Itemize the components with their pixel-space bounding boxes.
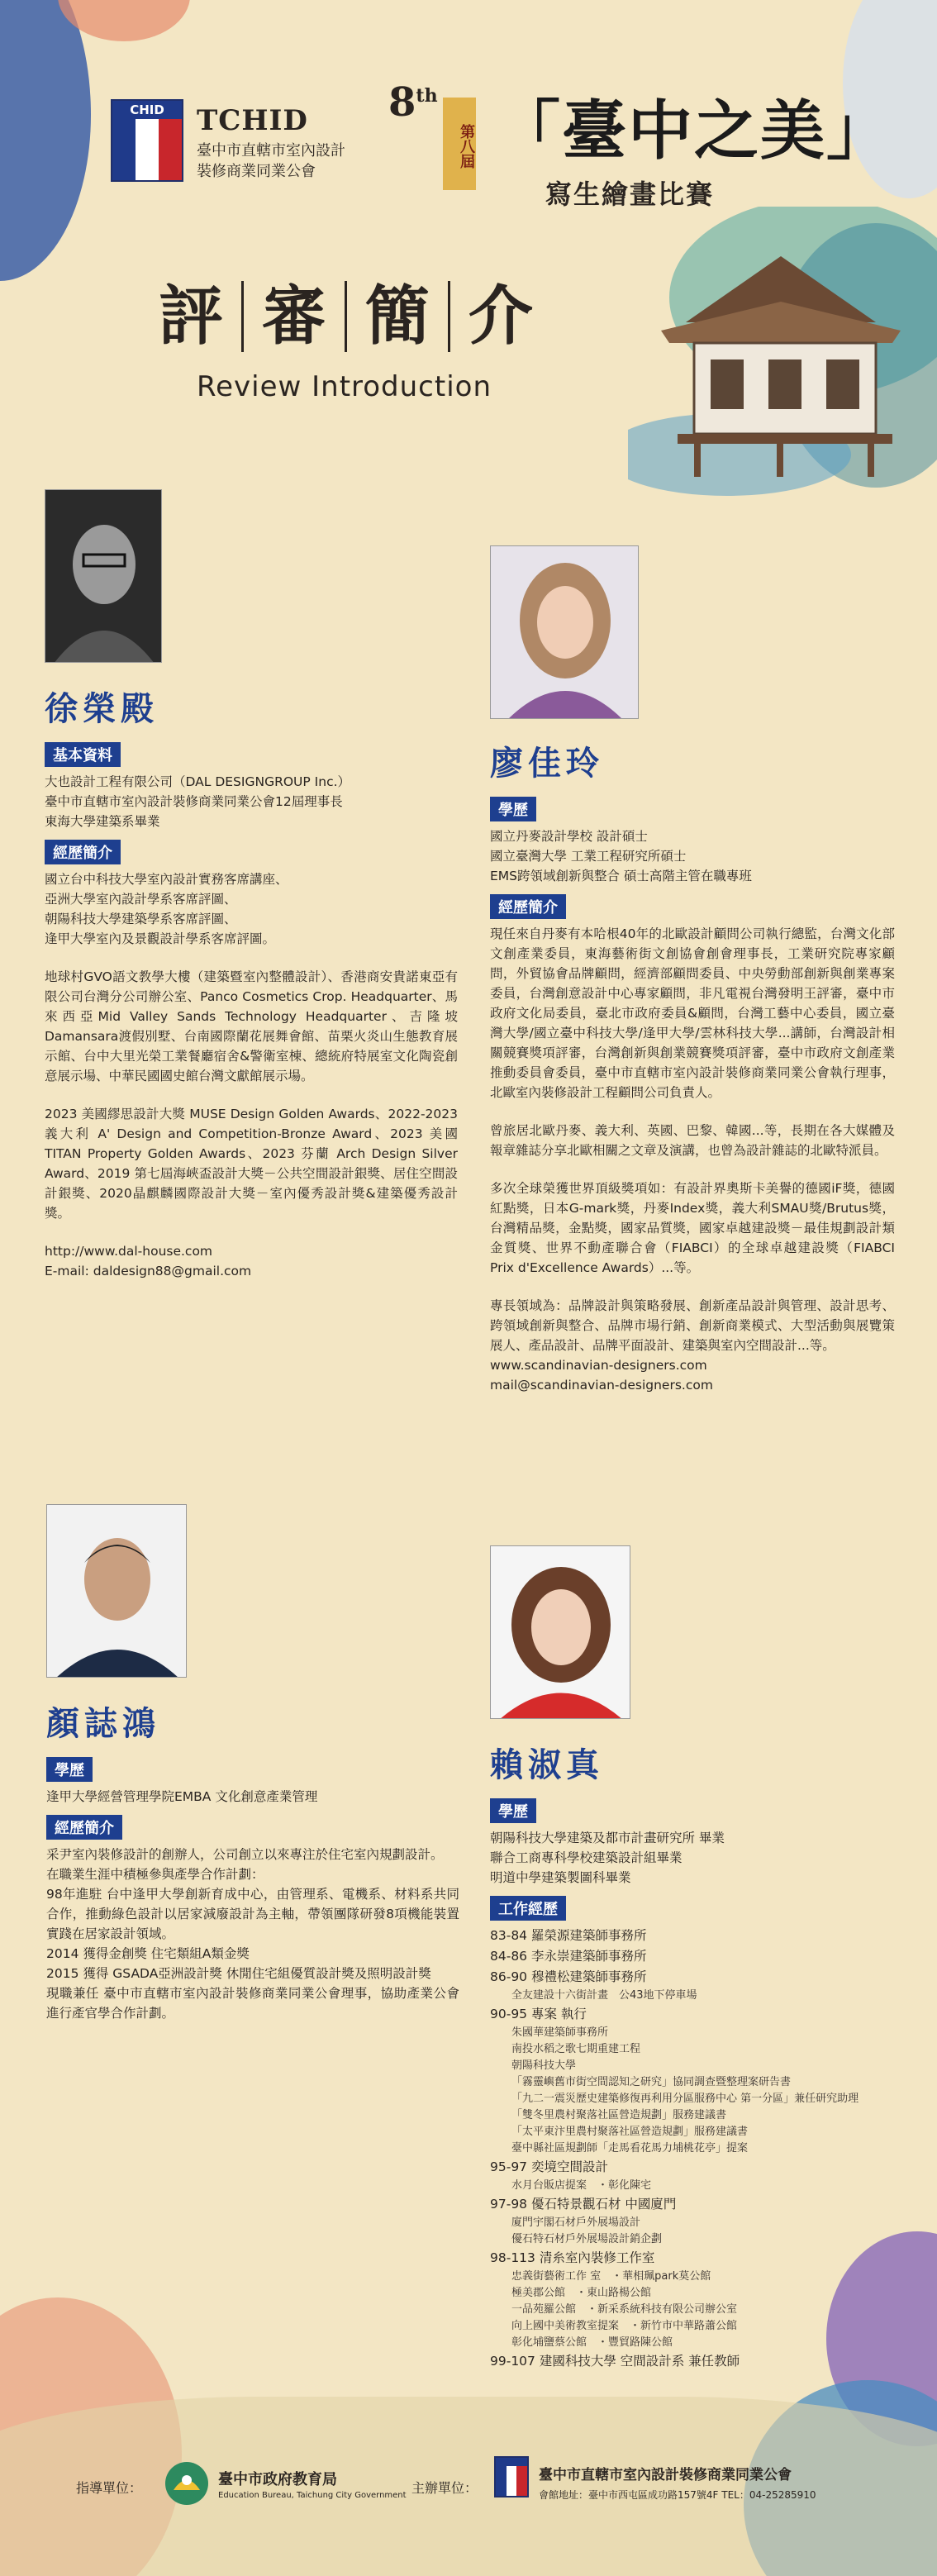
education-bureau-logo-icon [162, 2459, 212, 2508]
judge1-basic-label: 基本資料 [45, 742, 121, 767]
host-label: 主辦單位： [411, 2480, 478, 2496]
portrait-icon [45, 490, 162, 663]
work-item [490, 1946, 895, 1967]
work-item-sub: 「霧靈嶼舊市街空間認知之研究」協同調查暨整理案研告書 [511, 2076, 792, 2088]
host-address: 會館地址：臺中市西屯區成功路157號4F TEL：04-25285910 [539, 2489, 816, 2501]
judge2-email-link[interactable]: mail@scandinavian-designers.com [490, 1378, 713, 1393]
org-name [197, 140, 411, 182]
work-item-main: 86-90 穆禮松建築師事務所 [490, 1969, 647, 1984]
host-logo-icon [494, 2456, 529, 2497]
work-item [490, 2194, 895, 2248]
work-item-sub: 朝陽科技大學 [511, 2059, 577, 2072]
flag-icon [112, 119, 182, 180]
competition-subtitle: 寫生繪畫比賽 [545, 179, 715, 210]
work-item-main: 84-86 李永崇建築師事務所 [490, 1949, 647, 1964]
judge1-exp-line: 亞洲大學室內設計學系客席評圖、 [45, 892, 237, 907]
guide-org: 臺中市政府教育局 [218, 2471, 337, 2488]
pavilion-painting [628, 207, 937, 504]
judge2-exp-label: 經歷簡介 [490, 894, 566, 919]
judge1-basic-line: 東海大學建築系畢業 [45, 814, 160, 829]
judge1-exp-line: 逢甲大學室內及景觀設計學系客席評圖。 [45, 931, 276, 946]
work-item-sub: 南投水稻之歌七期重建工程 [511, 2043, 641, 2055]
work-item-sub: 忠義街藝術工作 室 ・華相珮park莫公館 [511, 2270, 711, 2283]
judge2-positions: 現任來自丹麥有本哈根40年的北歐設計顧問公司執行總監，台灣文化部文創產業委員，東海藝術街文創協會創會理事長，工業研究院專家顧問，外貿協會品牌顧問，經濟部顧問委員、中央勞動部創新與創業專案委員，台灣創意設計中心專家顧問，非凡電視台灣發明王評審，臺中市政府文化局委員，臺北市政府委員&顧問，台灣工藝中心委員，國立臺灣大學/國立臺中科技大學/逢甲大學/雲林科技大學...講師，台灣設計相關競賽獎項評審，台灣創新與創業競賽獎項評審，臺中市政府文創產業推動委員會委員，臺中市直轄市室內設計裝修商業同業公會執行理事，北歐室內裝修設計工程顧問公司負責人。 [490, 926, 895, 1100]
work-item-sub: 極美郡公館 ・東山路楊公館 [511, 2287, 652, 2299]
judge1-exp-label: 經歷簡介 [45, 840, 121, 864]
comp-number: 8 [388, 79, 416, 126]
judge1-awards: 2023 美國繆思設計大獎 MUSE Design Golden Awards、2022-2023 義大利 A' Design and Competition-Bronze Award、2023 美國 TITAN Property Golden Awards、2023 芬蘭 Arch Design Silver Award、2019 第七屆海峽盃設計大獎－公共空間設計銀獎、居住空間設計銀獎、2020晶麒麟國際設計大獎－室內優秀設計獎&建築優秀設計獎。 [45, 1107, 458, 1221]
work-item-main: 83-84 羅榮源建築師事務所 [490, 1928, 647, 1943]
org-abbr: TCHID [197, 104, 308, 137]
work-item-main: 95-97 奕境空間設計 [490, 2159, 608, 2174]
judge4-edu-line: 朝陽科技大學建築及都市計畫研究所 畢業 [490, 1831, 725, 1845]
work-item [490, 1967, 895, 2004]
section-char: 審 [244, 281, 347, 352]
judge3-photo [46, 1504, 187, 1678]
judge4-name: 賴淑真 [490, 1745, 604, 1784]
judge2-edu-line: 國立臺灣大學 工業工程研究所碩士 [490, 849, 687, 864]
judge2-edu-line: EMS跨領域創新與整合 碩士高階主管在職專班 [490, 869, 752, 883]
judge1-exp-line: 朝陽科技大學建築學系客席評圖、 [45, 912, 237, 926]
judge3-exp [46, 1845, 459, 2023]
judge4-edu-line: 明道中學建築製圖科畢業 [490, 1870, 631, 1885]
chid-logo [111, 99, 183, 182]
judge3-exp-line: 在職業生涯中積極參與產學合作計劃： [46, 1867, 264, 1882]
judge2-awards: 多次全球榮獲世界頂級獎項如：有設計界奧斯卡美譽的德國iF獎，德國紅點獎，日本G-mark獎，丹麥Index獎，義大利SMAU獎/Brutus獎，台灣精品獎，金點獎，國家品質獎，國家卓越建設獎－最佳規劃設計類金質獎、世界不動產聯合會（FIABCI）的全球卓越建設獎（FIABCI Prix d'Excellence Awards）...等。 [490, 1181, 895, 1275]
judge3-exp-line: 2015 獲得 GSADA亞洲設計獎 休閒住宅組優質設計獎及照明設計獎 [46, 1966, 431, 1981]
logo-text: CHID [112, 101, 182, 119]
judge3-exp-line: 現職兼任 臺中市直轄市室內設計裝修商業同業公會理事，協助產業公會進行產官學合作計劃。 [46, 1986, 459, 2021]
judge2-edu-label: 學歷 [490, 797, 536, 821]
judge1-photo [45, 489, 162, 663]
work-item-sub: 向上國中美術教室提案 ・新竹市中華路蕭公館 [511, 2320, 738, 2332]
work-item-main: 97-98 優石特景觀石材 中國廈門 [490, 2197, 677, 2212]
judge4-work-list [490, 1926, 895, 2372]
judge1-email-link[interactable]: E-mail: daldesign88@gmail.com [45, 1264, 252, 1278]
judge3-exp-line: 采尹室內裝修設計的創辦人，公司創立以來專注於住宅室內規劃設計。 [46, 1847, 444, 1862]
work-item-sub: 全友建設十六街計畫 公43地下停車場 [511, 1989, 697, 2002]
work-item-main: 99-107 建國科技大學 空間設計系 兼任教師 [490, 2354, 740, 2369]
judge2-edu-line: 國立丹麥設計學校 設計碩士 [490, 829, 648, 844]
work-item [490, 2004, 895, 2157]
judge2-exp [490, 924, 895, 1395]
competition-number [388, 79, 438, 126]
judge3-exp-label: 經歷簡介 [46, 1815, 122, 1840]
section-char: 介 [468, 279, 534, 354]
portrait-icon [491, 546, 639, 719]
work-item [490, 2351, 895, 2372]
judge4-edu-label: 學歷 [490, 1798, 536, 1823]
work-item-sub: 「九二一震災歷史建築修復再利用分區服務中心 第一分區」兼任研究助理 [511, 2093, 859, 2105]
judge1-website-link[interactable]: http://www.dal-house.com [45, 1244, 213, 1259]
judge1-projects: 地球村GVO語文教學大樓（建築暨室內整體設計）、香港商安貴諾東亞有限公司台灣分公司辦公室、Panco Cosmetics Crop. Headquarter、馬來西亞Mid Valley Sands Technology Headquarter、吉隆坡Damansara渡假別墅、台南國際蘭花展舞會館、苗栗火炎山生態教育展示館、台中大里光榮工業餐廳宿舍&警衛室棟、總統府特展室文化陶瓷創意展示場、中華民國國史館台灣文獻館展示場。 [45, 969, 458, 1083]
work-item-sub: 「雙冬里農村聚落社區營造規劃」服務建議書 [511, 2109, 727, 2121]
section-char: 評 [140, 281, 244, 352]
judge2-expertise: 專長領域為：品牌設計與策略發展、創新產品設計與管理、設計思考、跨領域創新與整合、品牌市場行銷、創新商業模式、大型活動與展覽策展人、產品設計、品牌平面設計、建築與室內空間設計...等。 [490, 1298, 895, 1353]
portrait-icon [47, 1505, 187, 1678]
judge2-name: 廖佳玲 [490, 744, 604, 783]
comp-number-suffix: th [416, 85, 438, 107]
work-item-sub: 朱國華建築師事務所 [511, 2026, 609, 2039]
guide-org-en: Education Bureau, Taichung City Government [218, 2491, 407, 2500]
judge4-edu [490, 1828, 895, 1888]
judge4-edu-line: 聯合工商專科學校建築設計組畢業 [490, 1850, 683, 1865]
org-name-line2: 裝修商業同業公會 [197, 163, 316, 180]
judge3-edu-line: 逢甲大學經營管理學院EMBA 文化創意產業管理 [46, 1789, 318, 1804]
org-name-line1: 臺中市直轄市室內設計 [197, 142, 345, 160]
judge2-website-link[interactable]: www.scandinavian-designers.com [490, 1358, 707, 1373]
judge1-basic-line: 大也設計工程有限公司（DAL DESIGNGROUP Inc.） [45, 774, 351, 789]
work-item-sub: 臺中縣社區規劃師「走馬看花馬力埔桃花亭」提案 [511, 2142, 749, 2155]
guide-label: 指導單位： [76, 2480, 143, 2496]
judge1-name: 徐榮殿 [45, 689, 159, 728]
work-item [490, 2248, 895, 2351]
section-title [140, 281, 551, 352]
section-char: 簡 [347, 281, 450, 352]
competition-title: 「臺中之美」 [496, 93, 893, 169]
judge3-exp-line: 98年進駐 台中逢甲大學創新育成中心，由管理系、電機系、材料系共同合作，推動綠色設計以居家減廢設計為主軸，帶領團隊研發8項機能裝置實踐在居家設計領域。 [46, 1887, 459, 1941]
judge1-exp [45, 869, 458, 1281]
work-item [490, 1926, 895, 1946]
host-org: 臺中市直轄市室內設計裝修商業同業公會 [539, 2467, 792, 2483]
judge3-name: 顏誌鴻 [46, 1704, 160, 1743]
work-item-sub: 「太平東汴里農村聚落社區營造規劃」服務建議書 [511, 2126, 749, 2138]
judge2-photo [490, 545, 639, 719]
judge4-work-label: 工作經歷 [490, 1896, 566, 1921]
judge1-exp-line: 國立台中科技大學室內設計實務客席講座、 [45, 872, 288, 887]
judge1-basic [45, 772, 458, 831]
section-title-en: Review Introduction [197, 370, 492, 403]
work-item-sub: 廈門宇閣石材戶外展場設計 [511, 2217, 641, 2229]
work-item-main: 98-113 清糸室內裝修工作室 [490, 2250, 655, 2265]
work-item-main: 90-95 專案 執行 [490, 2007, 587, 2021]
judge4-photo [490, 1545, 630, 1719]
judge1-basic-line: 臺中市直轄市室內設計裝修商業同業公會12屆理事長 [45, 794, 343, 809]
judge3-edu-label: 學歷 [46, 1757, 93, 1782]
competition-edition: 第八屆 [443, 98, 476, 190]
judge2-international: 曾旅居北歐丹麥、義大利、英國、巴黎、韓國...等，長期在各大媒體及報章雜誌分享北歐相關之文章及演講，也曾為設計雜誌的北歐特派員。 [490, 1123, 895, 1158]
judge2-edu [490, 826, 895, 886]
work-item-sub: 水月台販店提案 ・彰化陳宅 [511, 2179, 652, 2192]
judge2-profile [490, 797, 895, 1395]
work-item [490, 2157, 895, 2194]
judge3-profile [46, 1757, 459, 2023]
work-item-sub: 彰化埔鹽蔡公館 ・豐貿路陳公館 [511, 2336, 673, 2349]
judge1-profile [45, 742, 458, 1281]
judge4-profile [490, 1798, 895, 2372]
judge3-exp-line: 2014 獲得金創獎 住宅類組A類金獎 [46, 1946, 250, 1961]
work-item-sub: 一品苑羅公館 ・新采系統科技有限公司辦公室 [511, 2303, 738, 2316]
judge3-edu [46, 1787, 459, 1807]
work-item-sub: 優石特石材戶外展場設計銷企劃 [511, 2233, 663, 2245]
portrait-icon [491, 1546, 630, 1719]
